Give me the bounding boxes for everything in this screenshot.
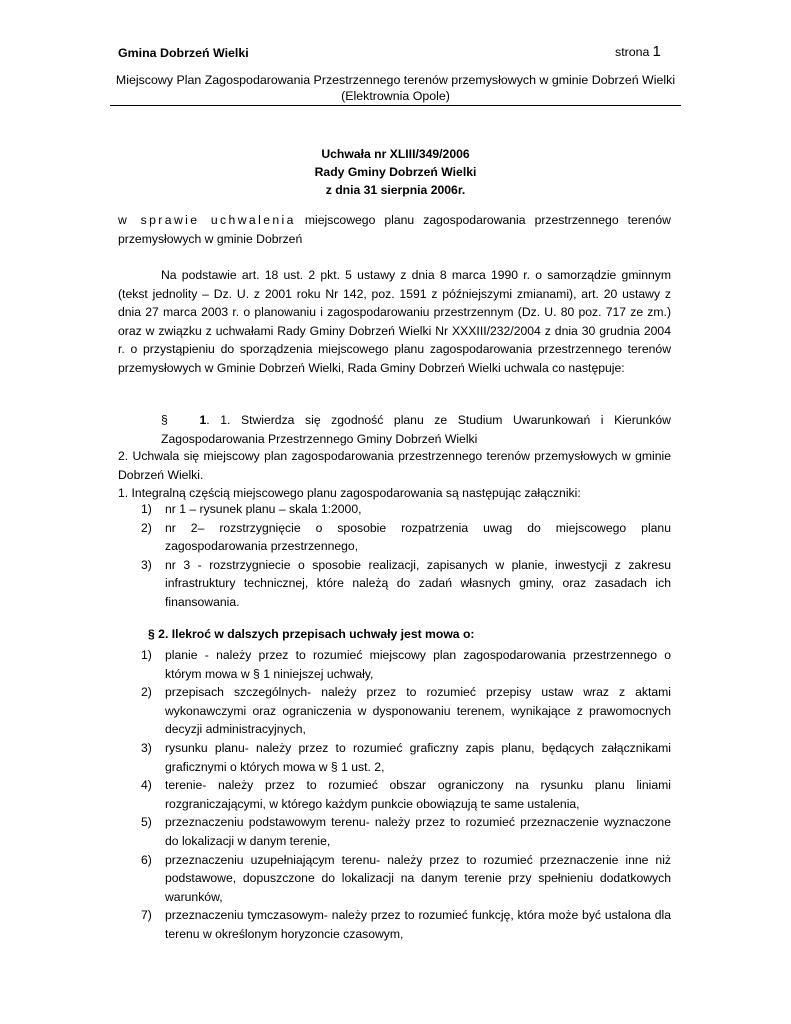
list-item (141, 683, 671, 739)
page-number: 1 (652, 43, 661, 60)
list-item (141, 500, 671, 519)
list-item (141, 776, 671, 813)
resolution-title (110, 145, 681, 199)
list-item (141, 851, 671, 907)
list-item-text: przepisach szczególnych- należy przez to rozumieć przepisy ustaw wraz z aktami wykonawczymi oraz ograniczenia w dysponowaniu terenem, wynikające z prawomocnych decyzji administracyjnych, (165, 685, 671, 737)
section2-heading: § 2. Ilekroć w dalszych przepisach uchwały jest mowa o: (148, 627, 475, 641)
resolution-subject (118, 211, 671, 248)
list-item-text: nr 2– rozstrzygnięcie o sposobie rozpatrzenia uwag do miejscowego planu zagospodarowania przestrzennego, (165, 520, 671, 554)
list-item-number: 1) (141, 502, 152, 516)
section1-number: 1 (199, 413, 207, 427)
list-item (141, 556, 671, 612)
list-item-text: nr 1 – rysunek planu – skala 1:2000, (165, 502, 362, 516)
list-item-number: 4) (141, 778, 152, 793)
definitions-list (141, 646, 671, 944)
list-item-number: 6) (141, 852, 152, 867)
title-line2: Rady Gminy Dobrzeń Wielki (314, 165, 477, 179)
list-item-number: 3) (141, 557, 152, 572)
header-divider (110, 105, 681, 106)
header-municipality: Gmina Dobrzeń Wielki (118, 46, 249, 60)
list-item-text: planie - należy przez to rozumieć miejscowy plan zagospodarowania przestrzennego o którym mowa w § 1 niniejszej uchwały, (165, 648, 671, 681)
page-label: strona (615, 45, 650, 59)
subject-lead: w sprawie uchwalenia (118, 213, 296, 227)
attachments-list (141, 500, 671, 612)
list-item-number: 2) (141, 685, 152, 700)
section1-point1 (118, 411, 671, 448)
list-item-text: przeznaczeniu tymczasowym- należy przez to rozumieć funkcję, która może być ustalona dla terenu w określonym horyzoncie czasowym, (165, 908, 671, 941)
section1-point1-text: . 1. Stwierdza się zgodność planu ze Studium Uwarunkowań i Kierunków Zagospodarowania Przestrzennego Gminy Dobrzeń Wielki (161, 413, 671, 446)
title-line3: z dnia 31 sierpnia 2006r. (325, 183, 466, 197)
header-subtitle (110, 72, 681, 104)
header-page-indicator (615, 43, 661, 62)
list-item-number: 2) (141, 520, 152, 535)
list-item-text: przeznaczeniu uzupełniającym terenu- należy przez to rozumieć przeznaczenie inne niż podstawowe, dopuszczone do lokalizacji na danym terenie przy spełnieniu dodatkowych warunków, (165, 852, 671, 904)
list-item (141, 813, 671, 850)
list-item (141, 519, 671, 556)
section1-point3: 1. Integralną częścią miejscowego planu zagospodarowania są następując załączniki: (118, 486, 581, 500)
list-item-text: przeznaczeniu podstawowym terenu- należy przez to rozumieć przeznaczenie wyznaczone do lokalizacji w danym terenie, (165, 815, 671, 848)
list-item-number: 7) (141, 908, 152, 923)
list-item (141, 646, 671, 683)
title-line1: Uchwała nr XLIII/349/2006 (321, 147, 470, 161)
list-item-text: nr 3 - rozstrzygniecie o sposobie realizacji, zapisanych w planie, inwestycji z zakresu infrastruktury technicznej, które należą do zadań własnych gminy, oraz zasadach ich finansowania. (165, 557, 671, 609)
list-item-number: 1) (141, 648, 152, 662)
list-item-text: rysunku planu- należy przez to rozumieć graficzny zapis planu, będących załącznikami graficznymi o których mowa w § 1 ust. 2, (165, 740, 671, 774)
list-item (141, 739, 671, 776)
list-item-text: terenie- należy przez to rozumieć obszar ograniczony na rysunku planu liniami rozgraniczającymi, w którego każdym punkcie obowiązują te same ustalenia, (165, 778, 671, 811)
header-subtitle-line2: (Elektrownia Opole) (341, 89, 450, 103)
section-sign: § (161, 413, 168, 427)
preamble-paragraph: Na podstawie art. 18 ust. 2 pkt. 5 ustawy z dnia 8 marca 1990 r. o samorządzie gminnym (tekst jednolity – Dz. U. z 2001 roku Nr 142, poz. 1591 z późniejszymi zmianami), art. 20 ustawy z dnia 27 marca 2003 r. o planowaniu i zagospodarowaniu przestrzennym (Dz. U. 80 poz. 717 ze zm.) oraz w związku z uchwałami Rady Gminy Dobrzeń Wielki Nr XXXIII/232/2004 z dnia 30 grudnia 2004 r. o przystąpieniu do sporządzenia miejscowego planu zagospodarowania przestrzennego terenów przemysłowych w Gminie Dobrzeń Wielki, Rada Gminy Dobrzeń Wielki uchwala co następuje: (118, 268, 671, 375)
list-item-number: 5) (141, 815, 152, 830)
list-item-number: 3) (141, 740, 152, 755)
section1-point2: 2. Uchwala się miejscowy plan zagospodarowania przestrzennego terenów przemysłowych w gminie Dobrzeń Wielki. (118, 449, 671, 482)
list-item (141, 906, 671, 943)
subject-rest: miejscowego planu zagospodarowania przestrzennego terenów przemysłowych w gminie Dobrzeń (118, 213, 671, 246)
header-subtitle-line1: Miejscowy Plan Zagospodarowania Przestrzennego terenów przemysłowych w gminie Dobrzeń Wielki (115, 73, 676, 87)
